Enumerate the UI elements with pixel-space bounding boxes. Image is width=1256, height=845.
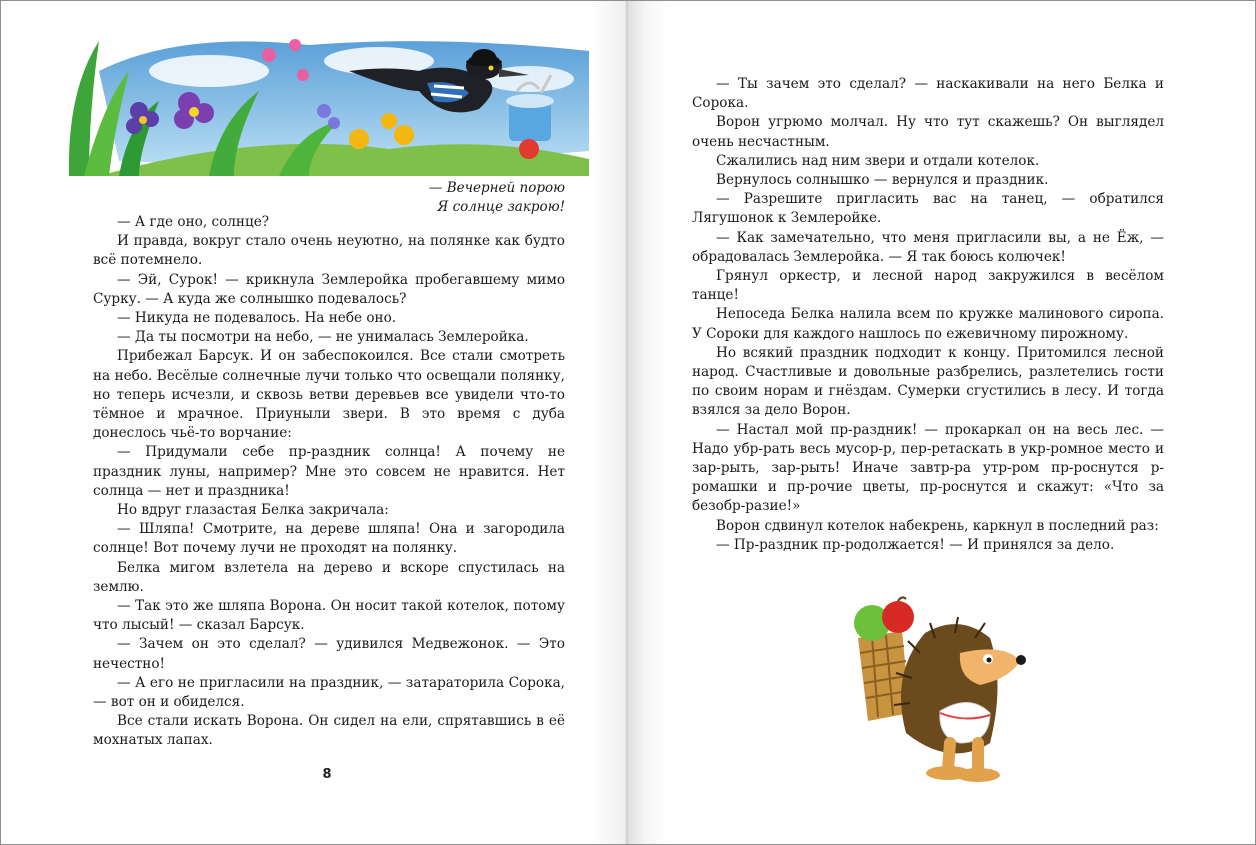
hedgehog-illustration: [840, 593, 1030, 788]
right-page-text: [692, 75, 1164, 555]
paragraph: Ворон сдвинул котелок набекрень, каркнул в последний раз:: [716, 517, 1159, 534]
paragraph: И правда, вокруг стало очень неуютно, на полянке как будто всё потемнело.: [93, 233, 565, 269]
left-page: [1, 1, 628, 844]
paragraph: — Так это же шляпа Ворона. Он носит такой котелок, потому что лысый! — сказал Барсук.: [93, 598, 565, 634]
poem-excerpt: [301, 179, 565, 217]
paragraph: Но вдруг глазастая Белка закричала:: [117, 502, 389, 519]
paragraph: — А где оно, солнце?: [117, 214, 270, 230]
paragraph: Все стали искать Ворона. Он сидел на ели, спрятавшись в её мохнатых лапах.: [93, 713, 565, 749]
paragraph: Грянул оркестр, и лесной народ закружился в весёлом танце!: [692, 268, 1164, 304]
poem-line: — Вечерней порою: [428, 180, 565, 196]
paragraph: Прибежал Барсук. И он забеспокоился. Все стали смотреть на небо. Весёлые солнечные лучи только что освещали полянку, но теперь исчезли, и сквозь ветви деревьев все увидели что-то тёмное и мрачное. Приуныли звери. В это время с дуба донеслось чьё-то ворчание:: [93, 348, 565, 442]
paragraph: — Ты зачем это сделал? — наскакивали на него Белка и Сорока.: [692, 76, 1164, 112]
paragraph: — Разрешите пригласить вас на танец, — обратился Лягушонок к Землеройке.: [692, 191, 1164, 227]
paragraph: Но всякий праздник подходит к концу. Притомился лесной народ. Счастливые и довольные разбрелись, разлетелись гости по своим норам и гнёздам. Сумерки сгустились в лесу. И тогда взялся за дело Ворон.: [692, 344, 1164, 419]
paragraph: — Эй, Сурок! — крикнула Землеройка пробегавшему мимо Сурку. — А куда же солнышко подевалось?: [93, 271, 565, 307]
paragraph: — А его не пригласили на праздник, — затараторила Сорока, — вот он и обиделся.: [93, 674, 565, 711]
paragraph: — Шляпа! Смотрите, на дереве шляпа! Она и загородила солнце! Вот почему лучи не проходят на полянку.: [93, 521, 565, 557]
paragraph: — Зачем он это сделал? — удивился Медвежонок. — Это нечестно!: [93, 636, 565, 672]
page-number: 8: [322, 767, 332, 782]
crow-meadow-illustration: [59, 31, 589, 176]
paragraph: — Придумали себе пр-раздник солнца! А почему не праздник луны, например? Мне это совсем не нравится. Нет солнца — нет и праздника!: [93, 444, 565, 499]
poem-line: Я солнце закрою!: [437, 199, 565, 215]
paragraph: — Как замечательно, что меня пригласили вы, а не Ёж, — обрадовалась Землеройка. — Я так боюсь колючек!: [692, 229, 1164, 265]
paragraph: Белка мигом взлетела на дерево и вскоре спустилась на землю.: [93, 559, 565, 595]
paragraph: — Да ты посмотри на небо, — не унималась Землеройка.: [117, 329, 529, 346]
paragraph: — Пр-раздник пр-родолжается! — И принялся за дело.: [716, 536, 1115, 553]
paragraph: — Никуда не подевалось. На небе оно.: [117, 310, 397, 327]
paragraph: Вернулось солнышко — вернулся и праздник.: [716, 172, 1049, 189]
paragraph: Сжалились над ним звери и отдали котелок.: [716, 152, 1040, 169]
paragraph: Непоседа Белка налила всем по кружке малинового сиропа. У Сороки для каждого нашлось по ежевичному пирожному.: [692, 306, 1164, 342]
left-page-text: [93, 213, 565, 751]
paragraph: — Настал мой пр-раздник! — прокаркал он на весь лес. — Надо убр-рать весь мусор-р, пер-ретаскать в укр-ромное место и зар-рыть, зар-рыть! Иначе завтр-ра утр-ром пр-роснутся р-ромашки и пр-рочие цветы, пр-роснутся и скажут: «Что за безобр-разие!»: [692, 421, 1164, 515]
right-page: [628, 1, 1255, 844]
paragraph: Ворон угрюмо молчал. Ну что тут скажешь? Он выглядел очень несчастным.: [692, 114, 1164, 150]
